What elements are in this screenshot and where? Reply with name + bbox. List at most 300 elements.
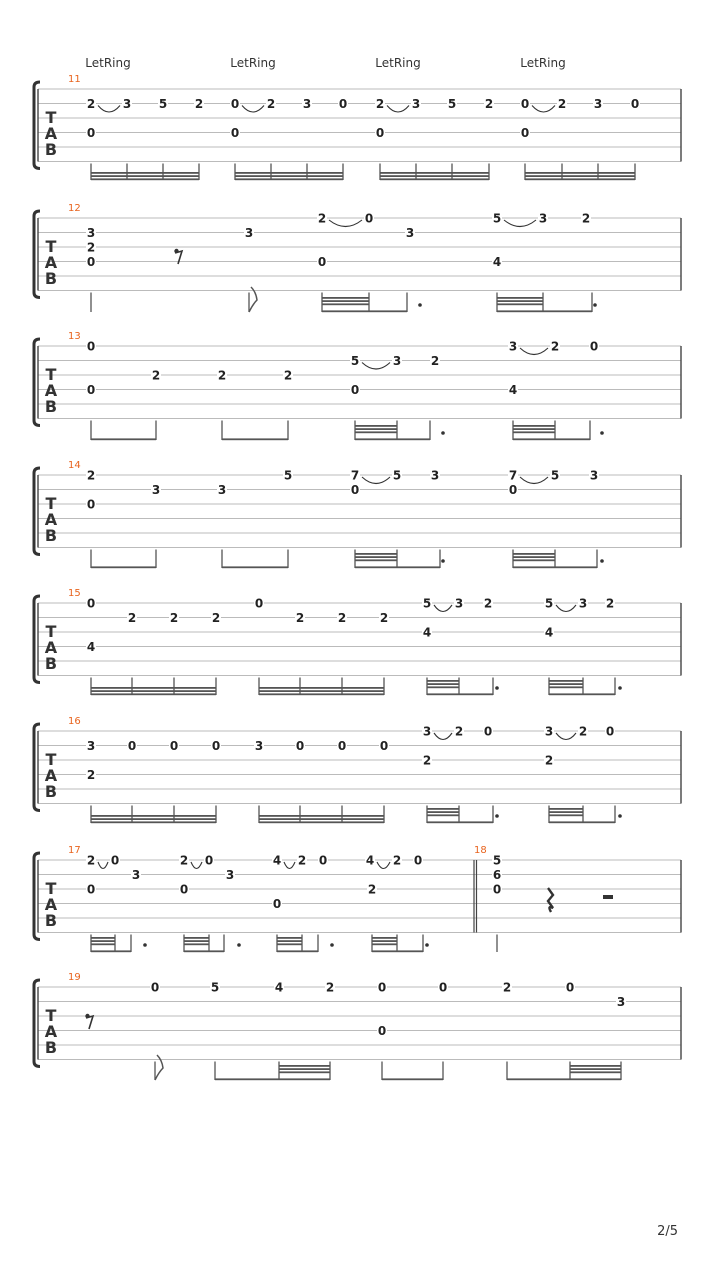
beam — [91, 950, 131, 952]
tab-letter: A — [44, 381, 58, 400]
eighth-rest — [175, 251, 182, 264]
fret-number: 5 — [392, 468, 402, 483]
duration-dot — [618, 814, 622, 818]
eighth-rest — [86, 1016, 93, 1029]
tab-letter: B — [44, 1038, 58, 1057]
tab-letter: A — [44, 124, 58, 143]
fret-number: 2 — [86, 96, 96, 111]
beam — [259, 690, 384, 692]
fret-number: 3 — [225, 867, 235, 882]
beam — [235, 172, 343, 174]
fret-number: 5 — [210, 980, 220, 995]
fret-number: 2 — [283, 368, 293, 383]
measure-number: 12 — [68, 203, 81, 214]
measure-number: 13 — [68, 331, 81, 342]
let-ring-label: LetRing — [230, 56, 276, 70]
beam — [259, 815, 384, 817]
tab-letter: T — [45, 108, 57, 127]
beam — [259, 821, 384, 823]
beam — [355, 559, 397, 561]
system-bracket — [34, 724, 40, 811]
beam — [497, 310, 592, 312]
fret-number: 0 — [520, 125, 530, 140]
beam — [91, 172, 199, 174]
fret-number: 0 — [86, 882, 96, 897]
tab-letter: B — [44, 654, 58, 673]
beam — [427, 680, 459, 682]
fret-number: 0 — [169, 738, 179, 753]
beam — [222, 566, 288, 568]
tab-letter: T — [45, 494, 57, 513]
fret-number: 2 — [325, 980, 335, 995]
beam — [355, 428, 397, 430]
beam — [427, 821, 493, 823]
beam — [322, 297, 369, 299]
fret-number: 0 — [483, 724, 493, 739]
fret-number: 5 — [544, 596, 554, 611]
fret-number: 5 — [550, 468, 560, 483]
fret-number: 0 — [377, 980, 387, 995]
fret-number: 2 — [217, 368, 227, 383]
duration-dot — [330, 943, 334, 947]
beam — [513, 431, 555, 433]
measure-number: 17 — [68, 845, 81, 856]
fret-number: 2 — [605, 596, 615, 611]
tab-letter: T — [45, 1006, 57, 1025]
tab-system — [34, 972, 681, 1080]
beam — [279, 1068, 330, 1070]
fret-number: 2 — [86, 767, 96, 782]
tab-letter: A — [44, 638, 58, 657]
fret-number: 0 — [413, 853, 423, 868]
beam — [184, 937, 209, 939]
tie-arc — [98, 862, 108, 869]
beam — [91, 687, 216, 689]
fret-number: 0 — [127, 738, 137, 753]
beam — [427, 808, 459, 810]
beam — [91, 943, 115, 945]
measure-number: 15 — [68, 588, 81, 599]
fret-number: 3 — [131, 867, 141, 882]
fret-number: 3 — [254, 738, 264, 753]
fret-number: 3 — [430, 468, 440, 483]
fret-number: 4 — [365, 853, 375, 868]
measure-number: 16 — [68, 716, 81, 727]
system-bracket — [34, 82, 40, 169]
page-number: 2/5 — [657, 1224, 678, 1239]
quarter-rest — [548, 888, 553, 912]
fret-number: 0 — [211, 738, 221, 753]
beam — [513, 425, 555, 427]
system-bracket — [34, 596, 40, 683]
tie-arc — [284, 862, 295, 869]
duration-dot — [441, 431, 445, 435]
fret-number: 3 — [244, 225, 254, 240]
fret-number: 4 — [422, 625, 432, 640]
duration-dot — [495, 686, 499, 690]
beam — [513, 559, 555, 561]
tab-letter: B — [44, 397, 58, 416]
beam — [91, 940, 115, 942]
fret-number: 2 — [544, 753, 554, 768]
fret-number: 2 — [379, 610, 389, 625]
fret-number: 0 — [295, 738, 305, 753]
beam — [513, 566, 597, 568]
system-bracket — [34, 211, 40, 298]
fret-number: 3 — [508, 339, 518, 354]
tab-system — [34, 331, 681, 440]
fret-number: 0 — [317, 254, 327, 269]
tie-arc — [377, 862, 390, 869]
beam — [215, 1078, 330, 1080]
fret-number: 2 — [483, 596, 493, 611]
fret-number: 3 — [405, 225, 415, 240]
beam — [259, 818, 384, 820]
fret-number: 0 — [350, 482, 360, 497]
fret-number: 3 — [217, 482, 227, 497]
fret-number: 3 — [411, 96, 421, 111]
beam — [355, 566, 440, 568]
beam — [277, 943, 302, 945]
fret-number: 3 — [86, 225, 96, 240]
fret-number: 3 — [86, 738, 96, 753]
fret-number: 2 — [484, 96, 494, 111]
duration-dot — [600, 559, 604, 563]
fret-number: 3 — [302, 96, 312, 111]
let-ring-label: LetRing — [520, 56, 566, 70]
duration-dot — [418, 303, 422, 307]
tab-letter: B — [44, 269, 58, 288]
beam — [277, 937, 302, 939]
tie-arc — [387, 106, 409, 113]
duration-dot — [600, 431, 604, 435]
fret-number: 0 — [379, 738, 389, 753]
beam — [382, 1078, 443, 1080]
beam — [372, 940, 397, 942]
beam — [427, 683, 459, 685]
beam — [513, 438, 590, 440]
beam — [91, 937, 115, 939]
fret-number: 0 — [86, 125, 96, 140]
tab-letter: T — [45, 750, 57, 769]
beam — [355, 438, 430, 440]
measure-number: 18 — [474, 845, 487, 856]
tab-system — [34, 56, 681, 180]
fret-number: 2 — [86, 853, 96, 868]
fret-number: 0 — [272, 896, 282, 911]
beam — [91, 175, 199, 177]
fret-number: 2 — [454, 724, 464, 739]
tie-arc — [434, 733, 452, 740]
fret-number: 2 — [266, 96, 276, 111]
beam — [279, 1065, 330, 1067]
beam — [91, 818, 216, 820]
beam — [549, 811, 583, 813]
tab-letter: T — [45, 622, 57, 641]
fret-number: 3 — [538, 211, 548, 226]
fret-number: 2 — [375, 96, 385, 111]
fret-number: 2 — [502, 980, 512, 995]
fret-number: 0 — [86, 254, 96, 269]
fret-number: 3 — [392, 353, 402, 368]
fret-number: 3 — [593, 96, 603, 111]
beam — [549, 814, 583, 816]
fret-number: 4 — [544, 625, 554, 640]
fret-number: 0 — [86, 596, 96, 611]
fret-number: 2 — [194, 96, 204, 111]
beam — [549, 821, 615, 823]
fret-number: 2 — [392, 853, 402, 868]
beam — [355, 556, 397, 558]
tab-letter: B — [44, 911, 58, 930]
beam — [570, 1068, 621, 1070]
tab-letter: A — [44, 510, 58, 529]
beam — [525, 175, 635, 177]
beam — [549, 680, 583, 682]
fret-number: 0 — [86, 339, 96, 354]
fret-number: 5 — [422, 596, 432, 611]
fret-number: 2 — [578, 724, 588, 739]
beam — [497, 297, 543, 299]
system-bracket — [34, 468, 40, 555]
fret-number: 5 — [447, 96, 457, 111]
fret-number: 2 — [295, 610, 305, 625]
fret-number: 0 — [86, 497, 96, 512]
beam — [372, 943, 397, 945]
beam — [513, 553, 555, 555]
fret-number: 2 — [86, 468, 96, 483]
duration-dot — [495, 814, 499, 818]
beam — [355, 431, 397, 433]
tie-arc — [520, 477, 548, 484]
fret-number: 3 — [616, 994, 626, 1009]
fret-number: 0 — [565, 980, 575, 995]
beam — [427, 811, 459, 813]
tie-arc — [362, 363, 390, 370]
system-bracket — [34, 339, 40, 426]
beam — [322, 310, 407, 312]
tab-letter: A — [44, 766, 58, 785]
beam — [497, 300, 543, 302]
tie-arc — [98, 106, 120, 113]
beam — [549, 693, 615, 695]
fret-number: 3 — [122, 96, 132, 111]
note-flag — [155, 1055, 163, 1080]
fret-number: 2 — [179, 853, 189, 868]
fret-number: 3 — [151, 482, 161, 497]
fret-number: 7 — [350, 468, 360, 483]
beam — [355, 553, 397, 555]
fret-number: 2 — [422, 753, 432, 768]
tie-arc — [242, 106, 264, 113]
fret-number: 0 — [230, 125, 240, 140]
beam — [222, 438, 288, 440]
fret-number: 0 — [179, 882, 189, 897]
tie-arc — [191, 862, 202, 869]
fret-number: 4 — [86, 639, 96, 654]
fret-number: 2 — [297, 853, 307, 868]
fret-number: 2 — [550, 339, 560, 354]
duration-dot — [441, 559, 445, 563]
fret-number: 0 — [438, 980, 448, 995]
beam — [513, 428, 555, 430]
beam — [513, 556, 555, 558]
fret-number: 0 — [350, 382, 360, 397]
tie-arc — [362, 477, 390, 484]
fret-number: 0 — [204, 853, 214, 868]
fret-number: 0 — [508, 482, 518, 497]
fret-number: 2 — [86, 240, 96, 255]
tab-system — [34, 716, 681, 823]
beam — [427, 686, 459, 688]
beam — [427, 814, 459, 816]
beam — [277, 950, 318, 952]
tab-letter: T — [45, 879, 57, 898]
beam — [525, 178, 635, 180]
beam — [322, 300, 369, 302]
beam — [91, 178, 199, 180]
fret-number: 0 — [318, 853, 328, 868]
fret-number: 0 — [110, 853, 120, 868]
beam — [259, 687, 384, 689]
fret-number: 2 — [367, 882, 377, 897]
fret-number: 2 — [211, 610, 221, 625]
system-bracket — [34, 980, 40, 1067]
tab-letter: T — [45, 365, 57, 384]
fret-number: 5 — [492, 853, 502, 868]
fret-number: 2 — [557, 96, 567, 111]
fret-number: 5 — [158, 96, 168, 111]
fret-number: 2 — [151, 368, 161, 383]
system-bracket — [34, 853, 40, 940]
beam — [184, 940, 209, 942]
fret-number: 3 — [578, 596, 588, 611]
beam — [355, 425, 397, 427]
tab-letter: B — [44, 526, 58, 545]
tab-system — [34, 203, 681, 312]
beam — [525, 172, 635, 174]
beam — [372, 937, 397, 939]
beam — [570, 1065, 621, 1067]
tab-letter: B — [44, 140, 58, 159]
fret-number: 2 — [169, 610, 179, 625]
tie-arc — [504, 220, 536, 227]
beam — [91, 693, 216, 695]
tab-letter: A — [44, 895, 58, 914]
fret-number: 0 — [492, 882, 502, 897]
beam — [570, 1071, 621, 1073]
measure-number: 11 — [68, 74, 81, 85]
fret-number: 0 — [230, 96, 240, 111]
tie-arc — [556, 605, 576, 612]
fret-number: 3 — [454, 596, 464, 611]
fret-number: 6 — [492, 867, 502, 882]
duration-dot — [425, 943, 429, 947]
tab-system — [34, 588, 681, 695]
fret-number: 2 — [317, 211, 327, 226]
fret-number: 3 — [589, 468, 599, 483]
fret-number: 0 — [254, 596, 264, 611]
fret-number: 0 — [589, 339, 599, 354]
beam — [322, 303, 369, 305]
beam — [91, 566, 156, 568]
let-ring-label: LetRing — [85, 56, 131, 70]
fret-number: 0 — [630, 96, 640, 111]
tie-arc — [329, 220, 362, 227]
beam — [91, 438, 156, 440]
half-rest — [603, 895, 613, 899]
measure-number: 19 — [68, 972, 81, 983]
tab-letter: A — [44, 253, 58, 272]
tab-letter: B — [44, 782, 58, 801]
duration-dot — [618, 686, 622, 690]
fret-number: 5 — [283, 468, 293, 483]
tie-arc — [556, 733, 576, 740]
duration-dot — [143, 943, 147, 947]
beam — [279, 1071, 330, 1073]
duration-dot — [593, 303, 597, 307]
fret-number: 7 — [508, 468, 518, 483]
fret-number: 2 — [337, 610, 347, 625]
fret-number: 2 — [430, 353, 440, 368]
beam — [427, 693, 493, 695]
beam — [372, 950, 423, 952]
fret-number: 2 — [127, 610, 137, 625]
fret-number: 0 — [337, 738, 347, 753]
beam — [259, 693, 384, 695]
fret-number: 4 — [272, 853, 282, 868]
tie-arc — [434, 605, 452, 612]
beam — [235, 178, 343, 180]
measure-number: 14 — [68, 460, 81, 471]
fret-number: 0 — [150, 980, 160, 995]
beam — [507, 1078, 621, 1080]
fret-number: 3 — [544, 724, 554, 739]
fret-number: 5 — [492, 211, 502, 226]
fret-number: 5 — [350, 353, 360, 368]
beam — [277, 940, 302, 942]
beam — [235, 175, 343, 177]
beam — [91, 815, 216, 817]
fret-number: 3 — [422, 724, 432, 739]
duration-dot — [237, 943, 241, 947]
fret-number: 0 — [86, 382, 96, 397]
beam — [549, 683, 583, 685]
fret-number: 0 — [377, 1023, 387, 1038]
fret-number: 0 — [605, 724, 615, 739]
tie-arc — [520, 348, 548, 355]
fret-number: 0 — [364, 211, 374, 226]
beam — [91, 690, 216, 692]
beam — [549, 686, 583, 688]
fret-number: 2 — [581, 211, 591, 226]
beam — [380, 172, 489, 174]
tie-arc — [532, 106, 555, 113]
tab-system — [34, 460, 681, 568]
beam — [380, 178, 489, 180]
fret-number: 0 — [375, 125, 385, 140]
tab-system — [34, 845, 681, 952]
fret-number: 4 — [274, 980, 284, 995]
let-ring-label: LetRing — [375, 56, 421, 70]
beam — [91, 821, 216, 823]
tab-letter: A — [44, 1022, 58, 1041]
beam — [184, 943, 209, 945]
beam — [549, 808, 583, 810]
fret-number: 0 — [520, 96, 530, 111]
beam — [184, 950, 224, 952]
fret-number: 0 — [338, 96, 348, 111]
